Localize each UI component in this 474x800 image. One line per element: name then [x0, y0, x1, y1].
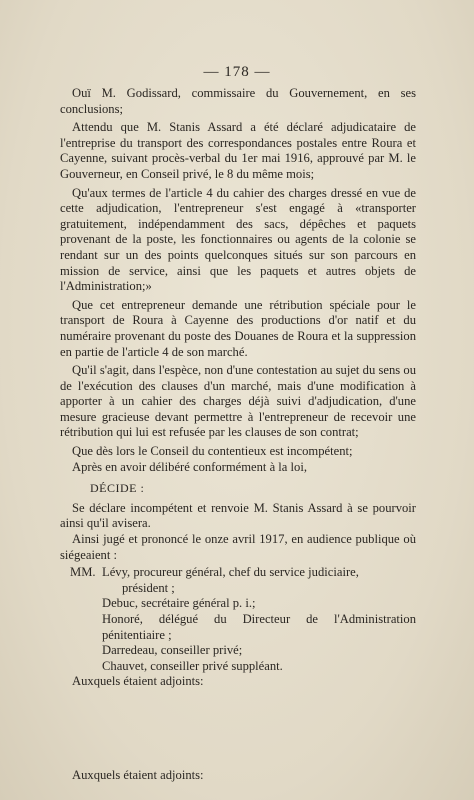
paragraph-delibere: Après en avoir délibéré conformément à la loi,: [72, 459, 307, 474]
paragraph-attendu: Attendu que M. Stanis Assard a été déclaré adjudicataire de l'entreprise du transport des correspondances postales entre Roura et Cayenne, suivant procès-verbal du 1er mai 1916, approuvé par M. le Gouverneur, en Conseil privé, le 8 du même mois;: [60, 120, 416, 181]
paragraph-oui: Ouï M. Godissard, commissaire du Gouvernement, en ses conclusions;: [60, 86, 416, 116]
member-row: [60, 659, 416, 675]
footer-adjoints-line: Auxquels étaient adjoints:: [72, 768, 204, 782]
member-line: Debuc, secrétaire général p. i.;: [102, 596, 256, 611]
adjoints-line: Auxquels étaient adjoints:: [72, 674, 204, 689]
decision-heading: DÉCIDE :: [90, 481, 145, 496]
paragraph-se-declare: Se déclare incompétent et renvoie M. Stanis Assard à se pourvoir ainsi qu'il avisera.: [60, 500, 416, 531]
member-line: Lévy, procureur général, chef du service judiciaire,: [102, 565, 359, 580]
paragraph-aux-termes: Qu'aux termes de l'article 4 du cahier des charges dressé en vue de cette adjudication, l'entrepreneur s'est engagé à «transporter gratuitement, indépendamment des sacs, dépêches et paquets provenant de la poste, les fonctionnaires ou agents de la colonie se rendant sur un des points quelconques situés sur son parcours en mission de service, ainsi que les paquets et autres objets de l'Administration;»: [60, 185, 416, 294]
page-number: — 178 —: [203, 64, 271, 80]
member-row: [60, 565, 416, 596]
members-list: [60, 565, 416, 674]
member-row: [60, 612, 416, 643]
paragraph-incompetent: Que dès lors le Conseil du contentieux est incompétent;: [72, 444, 353, 459]
member-line: Darredeau, conseiller privé;: [102, 643, 243, 658]
paragraph-espece: Qu'il s'agit, dans l'espèce, non d'une contestation au sujet du sens ou de l'exécution des clauses d'un marché, mais d'une modification à apporter à un cahier des charges déjà suivi d'adjudication, d'une mesure gracieuse devant permettre à l'entrepreneur de recevoir une rétribution qui lui est refusée par les clauses de son contrat;: [60, 363, 416, 440]
member-row: [60, 596, 416, 612]
member-line: Chauvet, conseiller privé suppléant.: [102, 658, 283, 673]
paragraph-retribution: Que cet entrepreneur demande une rétribution spéciale pour le transport de Roura à Cayenne des productions d'or natif et du numéraire provenant du poste des Douanes de Roura et la suppression en partie de l'article 4 de son marché.: [60, 297, 416, 359]
member-row: [60, 643, 416, 659]
member-line-cont: président ;: [122, 580, 175, 595]
paragraph-ainsi-juge: Ainsi jugé et prononcé le onze avril 1917, en audience publique où siégeaient :: [60, 532, 416, 562]
members-prefix: MM.: [70, 565, 96, 580]
member-line: Honoré, délégué du Directeur de l'Administration pénitentiaire ;: [102, 612, 416, 642]
document-body: [60, 86, 416, 690]
